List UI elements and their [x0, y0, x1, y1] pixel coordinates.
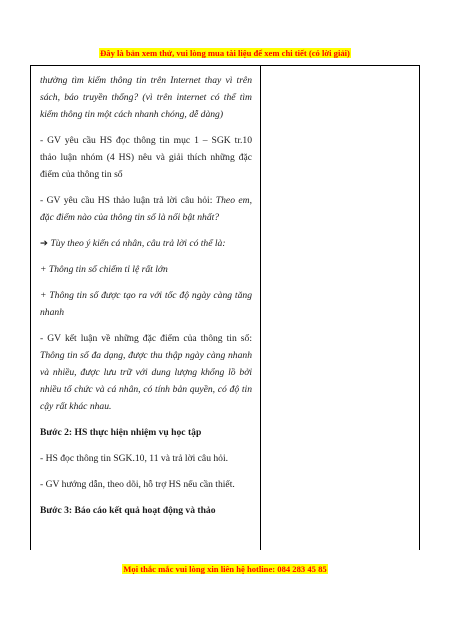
column-divider	[260, 66, 261, 550]
teacher-conclusion	[40, 330, 252, 415]
answer-intro-text: Tùy theo ý kiến cá nhân, câu trả lời có thể là:	[48, 238, 226, 249]
student-task: - HS đọc thông tin SGK.10, 11 và trả lời câu hỏi.	[40, 453, 229, 464]
discussion-question: Theo em, đặc điểm nào của thông tin số là nổi bật nhất?	[40, 195, 252, 223]
step-3-heading: Bước 3: Báo cáo kết quả hoạt động và thảo	[40, 505, 216, 516]
step-2-heading: Bước 2: HS thực hiện nhiệm vụ học tập	[40, 427, 202, 438]
conclusion-lead: - GV kết luận về những đặc điểm của thông tin số:	[40, 333, 252, 344]
preview-notice-text: Đây là bản xem thử, vui lòng mua tài liệu để xem chi tiết (có lời giải)	[100, 48, 350, 58]
hotline-notice-text: Mọi thắc mắc vui lòng xin liên hệ hotline: 084 283 45 85	[123, 564, 327, 574]
answer-intro	[40, 235, 252, 252]
answer-point-2: + Thông tin số được tạo ra với tốc độ ngày càng tăng nhanh	[40, 290, 252, 318]
arrow-right-icon: ➔	[40, 238, 49, 249]
teacher-student-activities-column	[40, 72, 252, 528]
lesson-table	[30, 65, 420, 550]
question-continuation: thường tìm kiếm thông tin trên Internet thay vì trên sách, báo truyền thống? (vì trên internet có thể tìm kiếm thông tin một cách nhanh chóng, dễ dàng)	[40, 75, 252, 120]
hotline-notice-banner	[0, 564, 450, 574]
preview-notice-banner	[0, 48, 450, 58]
teacher-support: - GV hướng dẫn, theo dõi, hỗ trợ HS nếu cần thiết.	[40, 479, 235, 490]
answer-point-1: + Thông tin số chiếm tỉ lệ rất lớn	[40, 264, 168, 275]
discussion-lead: - GV yêu cầu HS thảo luận trả lời câu hỏi:	[40, 195, 216, 206]
discussion-prompt	[40, 192, 252, 226]
task-read-section: - GV yêu cầu HS đọc thông tin mục 1 – SGK tr.10 thảo luận nhóm (4 HS) nêu và giải thích những đặc điểm của thông tin số	[40, 135, 252, 180]
conclusion-body: Thông tin số đa dạng, được thu thập ngày càng nhanh và nhiều, được lưu trữ với dung lượng khổng lồ bởi nhiều tổ chức và cá nhân, có tính bản quyền, có độ tin cậy rất khác nhau.	[40, 350, 252, 412]
